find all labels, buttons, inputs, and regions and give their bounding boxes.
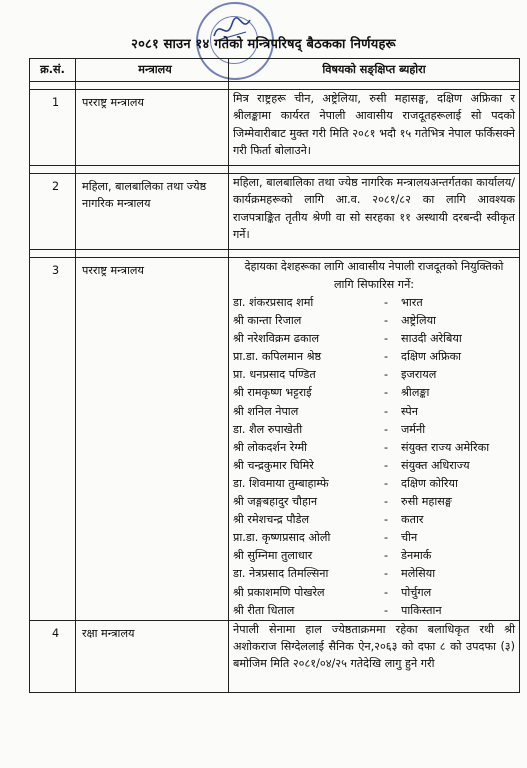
ambassador-country: संयुक्त अधिराज्य — [401, 458, 470, 472]
ambassador-name: डा. शिवमाया तुम्बाहाम्फे — [233, 476, 329, 490]
ambassador-name: श्री सुम्निमा तुलाधार — [233, 549, 313, 563]
ambassador-country: जर्मनी — [401, 422, 426, 436]
ambassador-country: साउदी अरेबिया — [401, 332, 462, 346]
ambassador-name: प्रा. धनप्रसाद पण्डित — [233, 368, 316, 382]
row-detail: महिला, बालबालिका तथा ज्येष्ठ नागरिक मन्त्रालयअन्तर्गतका कार्यालय/कार्यक्रमहरूको लागि आ.व. २०८१/८२ का लागि आवश्यक राजपत्राङ्कित तृतीय श्रेणी वा सो सरहका ११ अस्थायी दरबन्दी स्वीकृत गर्ने। — [229, 174, 520, 250]
ambassador-country: दक्षिण कोरिया — [401, 476, 458, 490]
ambassador-name: श्री लोकदर्शन रेग्मी — [233, 440, 308, 454]
separator-dash: - — [383, 296, 389, 309]
ambassador-name: डा. नेत्रप्रसाद तिमल्सिना — [233, 567, 329, 581]
row-detail — [229, 258, 520, 621]
ambassador-name: श्री रमेशचन्द्र पौडेल — [233, 513, 310, 527]
separator-dash: - — [383, 585, 389, 599]
ambassador-country: अष्ट्रेलिया — [401, 314, 436, 328]
spacer-row — [30, 250, 520, 258]
separator-dash: - — [383, 513, 389, 527]
ambassador-name: डा. शैल रुपाखेती — [233, 422, 303, 436]
separator-dash: - — [383, 531, 389, 545]
ambassador-name: श्री नरेशविक्रम ढकाल — [233, 332, 320, 346]
separator-dash: - — [383, 458, 389, 472]
ambassador-country: श्रीलङ्का — [401, 386, 430, 400]
row-sn: 1 — [30, 90, 76, 166]
separator-dash: - — [383, 495, 389, 509]
row-detail: नेपाली सेनामा हाल ज्येष्ठताक्रममा रहेका बलाधिकृत रथी श्री अशोकराज सिग्देललाई सैनिक ऐन,२०६३ को दफा ८ को उपदफा (३) बमोजिम मिति २०८१/०४/२५ गतेदेखि लागु हुने गरी — [229, 620, 520, 692]
table-row — [30, 174, 520, 250]
header-sn: क्र.सं. — [30, 59, 76, 82]
separator-dash: - — [383, 603, 389, 617]
ambassador-name: श्री चन्द्रकुमार घिमिरे — [233, 458, 314, 472]
spacer-row — [30, 82, 520, 90]
separator-dash: - — [383, 314, 389, 328]
header-detail: विषयको सङ्क्षिप्त ब्यहोरा — [229, 59, 520, 82]
ambassador-country: चीन — [401, 531, 418, 545]
ambassador-country: इजरायल — [401, 368, 437, 382]
table-row — [30, 90, 520, 166]
row-detail: मित्र राष्ट्रहरू चीन, अष्ट्रेलिया, रुसी महासङ्घ, दक्षिण अफ्रिका र श्रीलङ्कामा कार्यरत नेपाली आवासीय राजदूतहरूलाई सो पदको जिम्मेवारीबाट मुक्त गरी मिति २०८१ भदौ १५ गतेभित्र नेपाल फर्किसक्ने गरी फिर्ता बोलाउने। — [229, 90, 520, 166]
table-header-row — [30, 59, 520, 82]
row-ministry: परराष्ट्र मन्त्रालय — [76, 258, 229, 621]
ambassador-name: प्रा.डा. कपिलमान श्रेष्ठ — [233, 350, 322, 364]
ambassador-intro: देहायका देशहरूका लागि आवासीय नेपाली राजदूतको नियुक्तिको लागि सिफारिस गर्ने: — [244, 260, 504, 291]
separator-dash: - — [383, 440, 389, 454]
separator-dash: - — [383, 404, 389, 418]
ambassador-list — [233, 294, 515, 620]
ambassador-name: प्रा.डा. कृष्णप्रसाद ओली — [233, 531, 331, 545]
row-ministry: महिला, बालबालिका तथा ज्येष्ठ नागरिक मन्त्रालय — [76, 174, 229, 250]
ambassador-name: श्री रामकृष्ण भट्टराई — [233, 386, 312, 400]
ambassador-name: श्री शनिल नेपाल — [233, 404, 299, 418]
ambassador-country: दक्षिण अफ्रिका — [401, 350, 462, 364]
ambassador-country: डेनमार्क — [401, 549, 432, 563]
page-title: २०८१ साउन १४ गतेको मन्त्रिपरिषद् बैठकका निर्णयहरू — [131, 37, 396, 52]
separator-dash: - — [383, 368, 389, 382]
table-row — [30, 258, 520, 621]
ambassador-country: मलेसिया — [401, 567, 436, 581]
row-ministry: रक्षा मन्त्रालय — [76, 620, 229, 692]
ambassador-country: भारत — [401, 296, 423, 309]
separator-dash: - — [383, 386, 389, 400]
ambassador-name: श्री रीता धिताल — [233, 603, 295, 617]
ambassador-country: रुसी महासङ्घ — [401, 495, 452, 509]
separator-dash: - — [383, 476, 389, 490]
separator-dash: - — [383, 350, 389, 364]
row-sn: 4 — [30, 620, 76, 692]
row-sn: 2 — [30, 174, 76, 250]
ambassador-name: श्री जङ्गबहादुर चौहान — [233, 495, 318, 509]
ambassador-country: कतार — [401, 513, 424, 527]
ambassador-name: श्री कान्ता रिजाल — [233, 314, 302, 328]
separator-dash: - — [383, 332, 389, 346]
ambassador-country: संयुक्त राज्य अमेरिका — [401, 440, 490, 454]
ambassador-country: पाकिस्तान — [401, 603, 442, 617]
spacer-row — [30, 166, 520, 174]
decisions-table — [29, 58, 520, 693]
ambassador-name: श्री प्रकाशमणि पोखरेल — [233, 585, 325, 599]
ambassador-name: डा. शंकरप्रसाद शर्मा — [233, 296, 314, 309]
ambassador-country: पोर्चुगल — [401, 585, 432, 599]
separator-dash: - — [383, 422, 389, 436]
separator-dash: - — [383, 567, 389, 581]
header-ministry: मन्त्रालय — [76, 59, 229, 82]
ambassador-country: स्पेन — [401, 404, 418, 418]
table-row — [30, 620, 520, 692]
separator-dash: - — [383, 549, 389, 563]
row-sn: 3 — [30, 258, 76, 621]
row-ministry: परराष्ट्र मन्त्रालय — [76, 90, 229, 166]
